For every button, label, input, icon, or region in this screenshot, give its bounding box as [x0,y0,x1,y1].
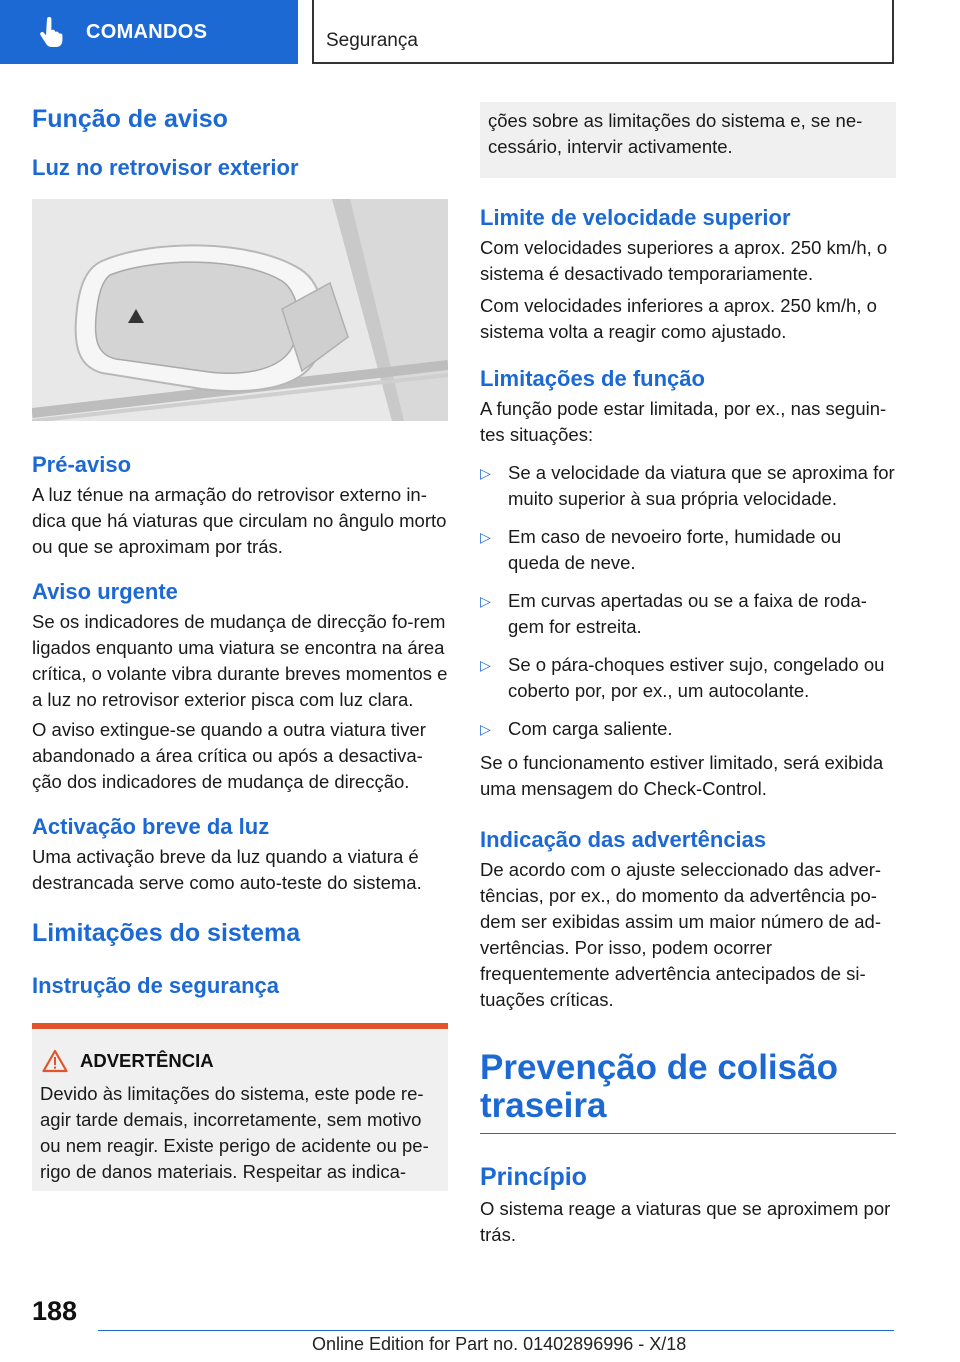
triangle-bullet-icon: ▷ [480,529,491,545]
left-column [32,96,448,1191]
heading-principio: Princípio [480,1163,587,1191]
chapter-label: COMANDOS [86,20,208,43]
section-label: Segurança [326,30,418,51]
heading-funcao-de-aviso: Função de aviso [32,105,228,133]
section-divider [480,1133,896,1134]
text-check-control: Se o funcionamento estiver limitado, será exibida uma mensagem do Check-Control. [480,752,884,799]
heading-prevencao-colisao: Prevenção de colisão traseira [480,1048,838,1125]
warning-box-continued [480,102,896,178]
warning-text-continued: ções sobre as limitações do sistema e, se ne-cessário, intervir activamente. [488,110,863,157]
list-item: ▷ Com carga saliente. [480,716,896,742]
triangle-bullet-icon: ▷ [480,657,491,673]
heading-limite-velocidade: Limite de velocidade superior [480,205,791,230]
text-limite-2: Com velocidades inferiores a aprox. 250 km/h, o sistema volta a reagir como ajustado. [480,295,877,342]
warning-box [32,1023,448,1191]
list-item: ▷ Em caso de nevoeiro forte, humidade ou queda de neve. [480,524,896,576]
triangle-bullet-icon: ▷ [480,465,491,481]
warning-title [40,1049,440,1073]
footer-rule [98,1330,894,1331]
list-item: ▷ Se a velocidade da viatura que se aproxima for muito superior à sua própria velocidade. [480,460,896,512]
right-column [480,102,896,1248]
heading-luz-retrovisor: Luz no retrovisor exterior [32,155,299,180]
list-item: ▷ Se o pára-choques estiver sujo, congelado ou coberto por, por ex., um autocolante. [480,652,896,704]
header-tab [0,0,298,64]
triangle-bullet-icon: ▷ [480,721,491,737]
limitations-list [480,460,896,742]
warning-label: ADVERTÊNCIA [80,1050,214,1071]
heading-limitacoes-funcao: Limitações de função [480,366,705,391]
heading-limitacoes-sistema: Limitações do sistema [32,919,301,947]
section-header-box [312,0,894,64]
touch-hand-icon [38,17,64,47]
text-indicacao-advertencias: De acordo com o ajuste seleccionado das adver-tências, por ex., do momento da advertência po-dem ser exibidas assim um maior número de ad-vertências. Por isso, podem ocorrer frequentemente advertência antecipados de si-tuações críticas. [480,859,882,1010]
text-limitacoes-funcao: A função pode estar limitada, por ex., nas seguin-tes situações: [480,398,887,445]
text-limite-1: Com velocidades superiores a aprox. 250 km/h, o sistema é desactivado temporariamente. [480,237,888,284]
text-aviso-urgente-1: Se os indicadores de mudança de direcção fo-rem ligados enquanto uma viatura se encontra na área crítica, o volante vibra durante breves momentos e a luz no retrovisor exterior pisca com luz clara. [32,611,448,710]
triangle-bullet-icon: ▷ [480,593,491,609]
heading-aviso-urgente: Aviso urgente [32,579,178,604]
warning-text: Devido às limitações do sistema, este pode re-agir tarde demais, incorretamente, sem motivo ou nem reagir. Existe perigo de acidente ou pe-rigo de danos materiais. Respeitar as indica- [40,1083,429,1182]
text-activacao-breve: Uma activação breve da luz quando a viatura é destrancada serve como auto-teste do sistema. [32,846,422,893]
list-item: ▷ Em curvas apertadas ou se a faixa de roda-gem for estreita. [480,588,896,640]
text-aviso-urgente-2: O aviso extingue-se quando a outra viatura tiver abandonado a área crítica ou após a desactiva-ção dos indicadores de mudança de direcção. [32,719,426,792]
text-principio: O sistema reage a viaturas que se aproximem por trás. [480,1198,891,1245]
page-number: 188 [32,1296,78,1326]
heading-pre-aviso: Pré-aviso [32,452,132,477]
text-pre-aviso: A luz ténue na armação do retrovisor externo in-dica que há viaturas que circulam no ângulo morto ou que se aproximam por trás. [32,484,447,557]
heading-activacao-breve: Activação breve da luz [32,814,270,839]
warning-triangle-icon [42,1049,68,1073]
footer-edition: Online Edition for Part no. 01402896996 - X/18 [312,1334,687,1354]
heading-instrucao-seguranca: Instrução de segurança [32,973,279,998]
heading-indicacao-advertencias: Indicação das advertências [480,827,767,852]
mirror-illustration [32,199,448,421]
